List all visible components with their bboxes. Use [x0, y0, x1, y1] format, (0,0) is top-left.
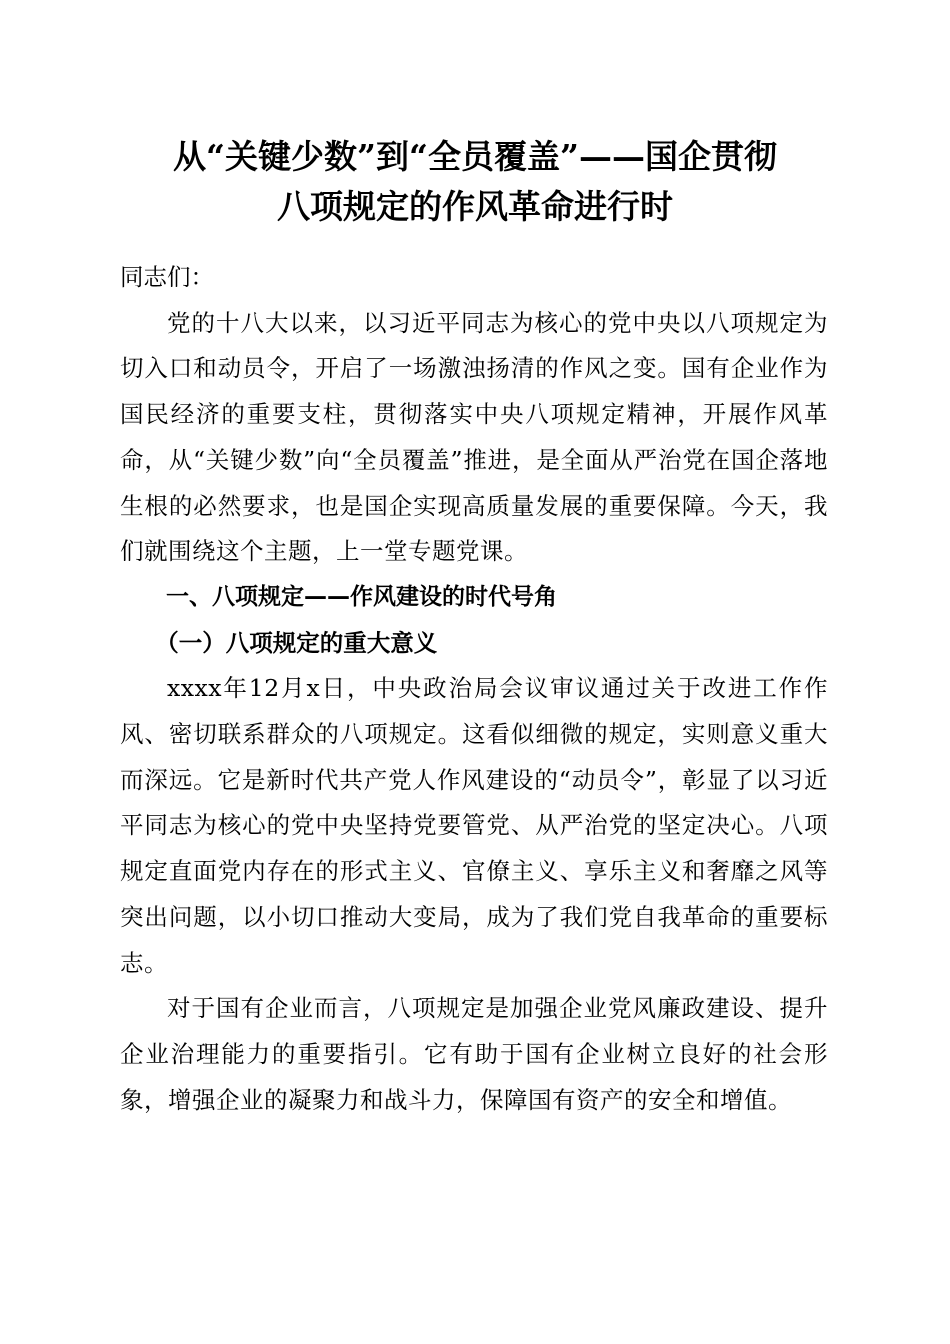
section-heading-1: 一、八项规定——作风建设的时代号角	[166, 583, 557, 610]
document-body	[120, 255, 828, 1123]
subsection-heading-1: （一）八项规定的重大意义	[155, 628, 438, 657]
title-line-2: 八项规定的作风革命进行时	[277, 187, 673, 226]
paragraph-soe: 对于国有企业而言，八项规定是加强企业党风廉政建设、提升企业治理能力的重要指引。它有助于国有企业树立良好的社会形象，增强企业的凝聚力和战斗力，保障国有资产的安全和增值。	[120, 994, 828, 1114]
paragraph-significance: xxxx年12月x日，中央政治局会议审议通过关于改进工作作风、密切联系群众的八项规定。这看似细微的规定，实则意义重大而深远。它是新时代共产党人作风建设的“动员令”，彰显了以习近平同志为核心的党中央坚持党要管党、从严治党的坚定决心。八项规定直面党内存在的形式主义、官僚主义、享乐主义和奢靡之风等突出问题，以小切口推动大变局，成为了我们党自我革命的重要标志。	[120, 674, 828, 977]
intro-paragraph: 党的十八大以来，以习近平同志为核心的党中央以八项规定为切入口和动员令，开启了一场激浊扬清的作风之变。国有企业作为国民经济的重要支柱，贯彻落实中央八项规定精神，开展作风革命，从“关键少数”向“全员覆盖”推进，是全面从严治党在国企落地生根的必然要求，也是国企实现高质量发展的重要保障。今天，我们就围绕这个主题，上一堂专题党课。	[120, 308, 828, 566]
document-title	[100, 132, 850, 232]
salutation: 同志们：	[120, 263, 214, 291]
title-line-1: 从“关键少数”到“全员覆盖”——国企贯彻	[173, 137, 777, 176]
